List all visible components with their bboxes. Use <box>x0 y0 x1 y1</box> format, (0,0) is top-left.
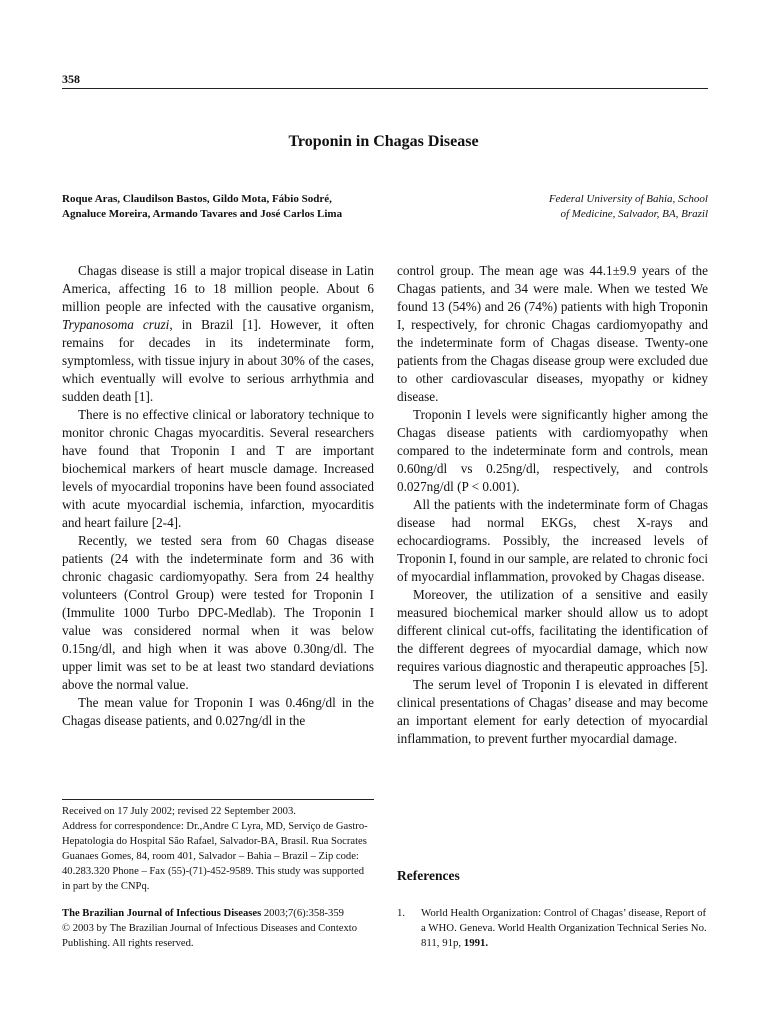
paragraph-indeterminate: All the patients with the indeterminate form of Chagas disease had normal EKGs, chest X-rays and echocardiograms. Possibly, the increased levels of Troponin I, found in our sample, are related to chronic foci of myocardial inflammation, provoked by Chagas disease. <box>397 497 708 584</box>
paragraph-troponin-levels: Troponin I levels were significantly higher among the Chagas disease patients with cardiomyopathy when compared to the indeterminate form and controls, mean 0.60ng/dl vs 0.25ng/dl, respectively, and controls 0.027ng/dl (P < 0.001). <box>397 407 708 494</box>
journal-volume: 2003;7(6):358-359 <box>261 908 344 919</box>
authors-line-1: Roque Aras, Claudilson Bastos, Gildo Mota, Fábio Sodré, <box>62 193 332 205</box>
paragraph-intro-text-a: Chagas disease is still a major tropical disease in Latin America, affecting 16 to 18 million people. About 6 million people are infected with the causative organism, <box>62 263 374 314</box>
article-title: Troponin in Chagas Disease <box>288 133 479 150</box>
affiliation <box>480 192 708 222</box>
paragraph-marker: Moreover, the utilization of a sensitive and easily measured biochemical marker should allow us to adopt different clinical cut-offs, facilitating the identification of the different degrees of myocardial damage, which now requires various diagnostic and therapeutic approaches [5]. <box>397 587 708 674</box>
reference-year: 1991. <box>463 937 489 949</box>
reference-text <box>421 906 708 951</box>
journal-name: The Brazilian Journal of Infectious Diseases <box>62 908 262 919</box>
received-date: Received on 17 July 2002; revised 22 September 2003. <box>62 806 296 817</box>
references-heading: References <box>397 868 460 883</box>
reference-body: World Health Organization: Control of Chagas’ disease, Report of a WHO. Geneva. World Health Organization Technical Series No. 811, 91p, <box>421 907 707 949</box>
reference-number: 1. <box>397 907 406 919</box>
paragraph-results-continued: control group. The mean age was 44.1±9.9 years of the Chagas patients, and 34 were male. When we tested We found 13 (54%) and 26 (74%) patients with high Troponin I, respectively, for chronic Chagas cardiomyopathy and the indeterminate form of Chagas disease. Twenty-one patients from the Chagas disease group were excluded due to other cardiovascular diseases, myopathy or kidney disease. <box>397 263 708 404</box>
authors <box>62 192 392 222</box>
paragraph-intro-text-b: , in Brazil [1]. However, it often remains for decades in its indeterminate form, symptomless, with tissue injury in about 30% of the cases, which eventually will evolve to serious arrhythmia and sudden death [1]. <box>62 317 374 404</box>
footnote <box>62 804 374 894</box>
organism-name: Trypanosoma cruzi <box>62 317 170 332</box>
reference-item <box>397 906 708 951</box>
authors-line-2: Agnaluce Moreira, Armando Tavares and José Carlos Lima <box>62 208 343 220</box>
correspondence-address: Address for correspondence: Dr.,Andre C Lyra, MD, Serviço de Gastro-Hepatologia do Hospital São Rafael, Salvador-BA, Brasil. Rua Socrates Guanaes Gomes, 84, room 401, Salvador – Bahia – Brazil – Zip code: 40.283.320 Phone – Fax (55)-(71)-452-9589. This study was supported in part by the CNPq. <box>62 821 368 892</box>
affiliation-line-1: Federal University of Bahia, School <box>548 193 708 205</box>
page-number: 358 <box>62 72 80 86</box>
journal-reference <box>62 906 374 951</box>
paragraph-methods: Recently, we tested sera from 60 Chagas disease patients (24 with the indeterminate form and 36 with chronic chagasic cardiomyopathy. Sera from 24 healthy volunteers (Control Group) were tested for Troponin I (Immulite 1000 Turbo DPC-Medlab). The Troponin I value was considered normal when it was below 0.15ng/dl, and high when it was above 0.30ng/dl. The upper limit was set to be at least two standard deviations above the normal value. <box>62 533 374 692</box>
footnote-rule <box>62 799 374 800</box>
paragraph-background: There is no effective clinical or laboratory technique to monitor chronic Chagas myocarditis. Several researchers have found that Troponin I and T are important biochemical markers of heart muscle damage. Increased levels of myocardial troponins have been found associated with acute myocardial ischemia, infarction, myocarditis and heart failure [2-4]. <box>62 407 374 530</box>
right-column <box>397 262 708 748</box>
left-column <box>62 262 374 730</box>
header-rule <box>62 88 708 89</box>
journal-citation <box>62 906 374 921</box>
paragraph-intro <box>62 262 374 406</box>
affiliation-line-2: of Medicine, Salvador, BA, Brazil <box>560 208 708 220</box>
copyright-notice: © 2003 by The Brazilian Journal of Infectious Diseases and Contexto Publishing. All rights reserved. <box>62 923 357 949</box>
references-list <box>397 906 708 951</box>
paragraph-conclusion: The serum level of Troponin I is elevated in different clinical presentations of Chagas’ disease and may become an important element for early detection of myocardial inflammation, to prevent further myocardial damage. <box>397 677 708 746</box>
paragraph-results-start: The mean value for Troponin I was 0.46ng/dl in the Chagas disease patients, and 0.027ng/dl in the <box>62 695 374 728</box>
